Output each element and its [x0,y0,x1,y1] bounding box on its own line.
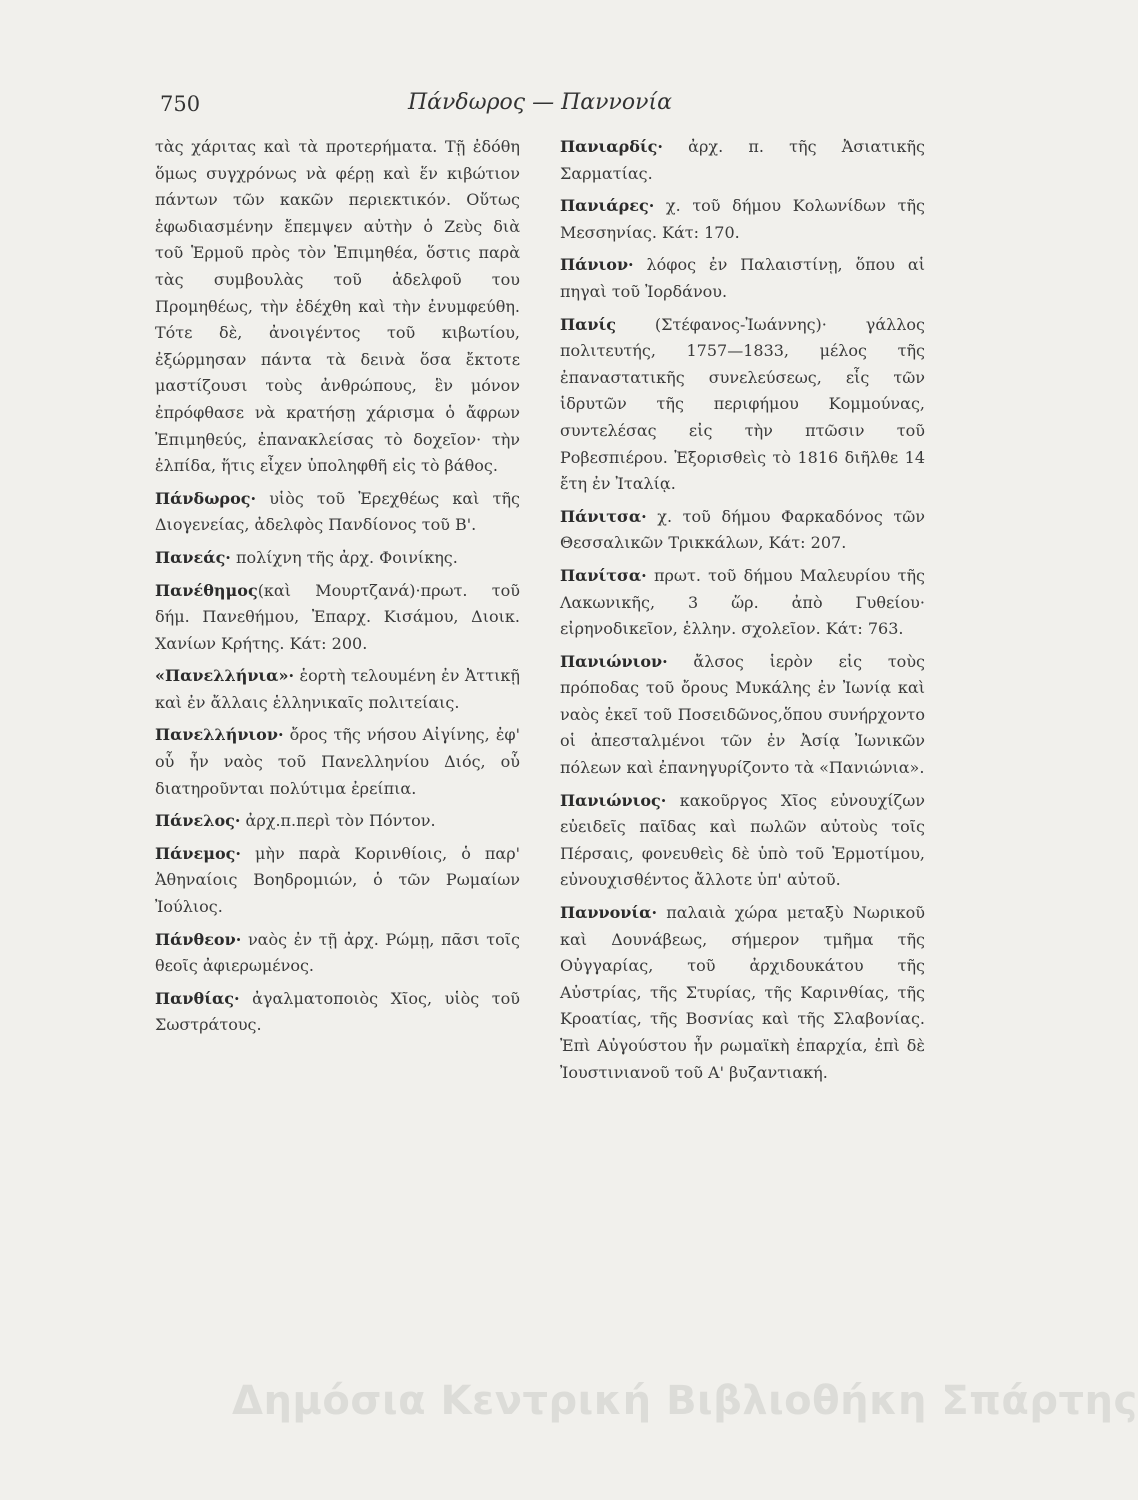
dictionary-entry [560,788,925,894]
entry-text: τὰς χάριτας καὶ τὰ προτερήματα. Τῇ ἐδόθη ὅμως συγχρόνως νὰ φέρῃ καὶ ἕν κιβώτιον πάντων τῶν κακῶν περιεκτικόν. Οὕτως ἐφωδιασμένην ἔπεμψεν αὐτὴν ὁ Ζεὺς διὰ τοῦ Ἑρμοῦ πρὸς τὸν Ἐπιμηθέα, ὅστις παρὰ τὰς συμβουλὰς τοῦ ἀδελφοῦ του Προμηθέως, τὴν ἐδέχθη καὶ τὴν ἐνυμφεύθη. Τότε δὲ, ἀνοιγέντος τοῦ κιβωτίου, ἐξώρμησαν πάντα τὰ δεινὰ ὅσα ἔκτοτε μαστίζουσι τοὺς ἀνθρώπους, ἓν μόνον ἐπρόφθασε νὰ κρατήσῃ χάρισμα ὁ ἄφρων Ἐπιμηθεύς, ἐπανακλείσας τὸ δοχεῖον· τὴν ἐλπίδα, ἥτις εἶχεν ὑποληφθῆ εἰς τὸ βάθος. [155,137,520,476]
entry-text: πολίχνη τῆς ἀρχ. Φοινίκης. [230,547,458,567]
entry-headword: Πάνθεον· [155,929,242,949]
entry-text: (Στέφανος-Ἰωάννης)· γάλλος πολιτευτής, 1757—1833, μέλος τῆς ἐπαναστατικῆς συνελεύσεως, εἷς τῶν ἱδρυτῶν τῆς περιφήμου Κομμούνας, συντελέσας εἰς τὴν πτῶσιν τοῦ Ροβεσπιέρου. Ἐξορισθεὶς τὸ 1816 διῆλθε 14 ἔτη ἐν Ἰταλίᾳ. [560,314,925,494]
entry-headword: Πανίς [560,314,617,334]
dictionary-entry [560,134,925,187]
entry-headword: Πανέθημος [155,580,258,600]
library-watermark: Δημόσια Κεντρική Βιβλιοθήκη Σπάρτης [232,1378,1138,1424]
entry-headword: Πανίτσα· [560,565,647,585]
entry-headword: Πανιώνιος· [560,790,667,810]
entry-text: μὴν παρὰ Κορινθίοις, ὁ παρ' Ἀθηναίοις Βοηδρομιών, ὁ τῶν Ρωμαίων Ἰούλιος. [155,843,520,917]
entry-headword: Πανιώνιον· [560,651,668,671]
entry-text: χ. τοῦ δήμου Φαρκαδόνος τῶν Θεσσαλικῶν Τρικκάλων, Κάτ: 207. [560,506,925,553]
dictionary-entry [155,663,520,716]
page-number: 750 [160,92,201,116]
entry-text: ἄλσος ἱερὸν εἰς τοὺς πρόποδας τοῦ ὄρους Μυκάλης ἐν Ἰωνίᾳ καὶ ναὸς ἐκεῖ τοῦ Ποσειδῶνος,ὅπου συνήρχοντο οἱ ἀπεσταλμένοι τῶν ἐν Ἀσίᾳ Ἰωνικῶν πόλεων καὶ ἐπανηγυρίζοντο τὰ «Πανιώνια». [560,651,925,778]
entry-headword: «Πανελλήνια»· [155,666,295,686]
entry-text: λόφος ἐν Παλαιστίνῃ, ὅπου αἱ πηγαὶ τοῦ Ἰορδάνου. [560,255,925,301]
entry-text: ὄρος τῆς νήσου Αἰγίνης, ἐφ' οὗ ἦν ναὸς τοῦ Πανελληνίου Διός, οὗ διατηροῦνται πολύτιμα ἐρείπια. [155,725,520,798]
dictionary-entry [560,563,925,643]
dictionary-entry [155,486,520,539]
entry-text: κακοῦργος Χῖος εὐνουχίζων εὐειδεῖς παῖδας καὶ πωλῶν αὐτοὺς τοῖς Πέρσαις, φονευθεὶς δὲ ὑπὸ τοῦ Ἑρμοτίμου, εὐνουχισθέντος ἄλλοτε ὑπ' αὐτοῦ. [560,790,925,890]
dictionary-entry [560,252,925,305]
entry-headword: Πάνελος· [155,811,241,831]
entry-headword: Πανθίας· [155,988,240,1008]
entry-text: παλαιὰ χώρα μεταξὺ Νωρικοῦ καὶ Δουνάβεως, σήμερον τμῆμα τῆς Οὐγγαρίας, τοῦ ἀρχιδουκάτου τῆς Αὐστρίας, τῆς Στυρίας, τῆς Καρινθίας, τῆς Κροατίας, τῆς Βοσνίας καὶ τῆς Σλαβονίας. Ἐπὶ Αὐγούστου ἦν ρωμαϊκὴ ἐπαρχία, ἐπὶ δὲ Ἰουστινιανοῦ τοῦ Α' βυζαντιακή. [560,903,925,1082]
dictionary-entry [560,193,925,246]
running-head: Πάνδωρος — Παννονία [408,90,672,115]
dictionary-entry [560,312,925,498]
entry-text: ἀγαλματοποιὸς Χῖος, υἱὸς τοῦ Σωστράτους. [155,988,520,1035]
dictionary-entry [560,649,925,782]
dictionary-entry [155,927,520,980]
dictionary-entry [155,808,520,835]
entry-headword: Πάνεμος· [155,843,241,863]
dictionary-entry [155,578,520,658]
entry-text: ναὸς ἐν τῇ ἀρχ. Ρώμῃ, πᾶσι τοῖς θεοῖς ἀφιερωμένος. [155,929,520,976]
dictionary-entry [155,545,520,572]
right-column [560,134,925,1092]
entry-text: χ. τοῦ δήμου Κολωνίδων τῆς Μεσσηνίας. Κάτ: 170. [560,196,925,242]
entry-text: πρωτ. τοῦ δήμου Μαλευρίου τῆς Λακωνικῆς, 3 ὥρ. ἀπὸ Γυθείου· εἰρηνοδικεῖον, ἑλλην. σχολεῖον. Κάτ: 763. [560,565,925,639]
entry-headword: Πάνδωρος· [155,488,257,508]
dictionary-entry [155,722,520,802]
entry-text: υἱὸς τοῦ Ἐρεχθέως καὶ τῆς Διογενείας, ἀδελφὸς Πανδίονος τοῦ Β'. [155,488,520,535]
entry-text: ἑορτὴ τελουμένη ἐν Ἀττικῇ καὶ ἐν ἄλλαις ἑλληνικαῖς πολιτείαις. [155,666,520,712]
entry-headword: Παννονία· [560,903,658,923]
entry-text: (καὶ Μουρτζανά)·πρωτ. τοῦ δήμ. Πανεθήμου, Ἐπαρχ. Κισάμου, Διοικ. Χανίων Κρήτης. Κάτ: 200. [155,580,520,653]
dictionary-entry [560,900,925,1086]
entry-headword: Πανιαρδίς· [560,137,663,156]
left-column [155,134,520,1045]
entry-headword: Πανελλήνιον· [155,725,284,745]
entry-headword: Πανιάρες· [560,196,655,216]
entry-headword: Πανεάς· [155,547,231,567]
dictionary-entry [560,504,925,557]
entry-text: ἀρχ.π.περὶ τὸν Πόντον. [240,811,436,831]
dictionary-entry [155,986,520,1039]
entry-headword: Πάνιον· [560,255,634,275]
dictionary-entry [155,841,520,921]
dictionary-entry [155,134,520,480]
entry-text: ἀρχ. π. τῆς Ἀσιατικῆς Σαρματίας. [560,137,925,183]
entry-headword: Πάνιτσα· [560,506,647,526]
